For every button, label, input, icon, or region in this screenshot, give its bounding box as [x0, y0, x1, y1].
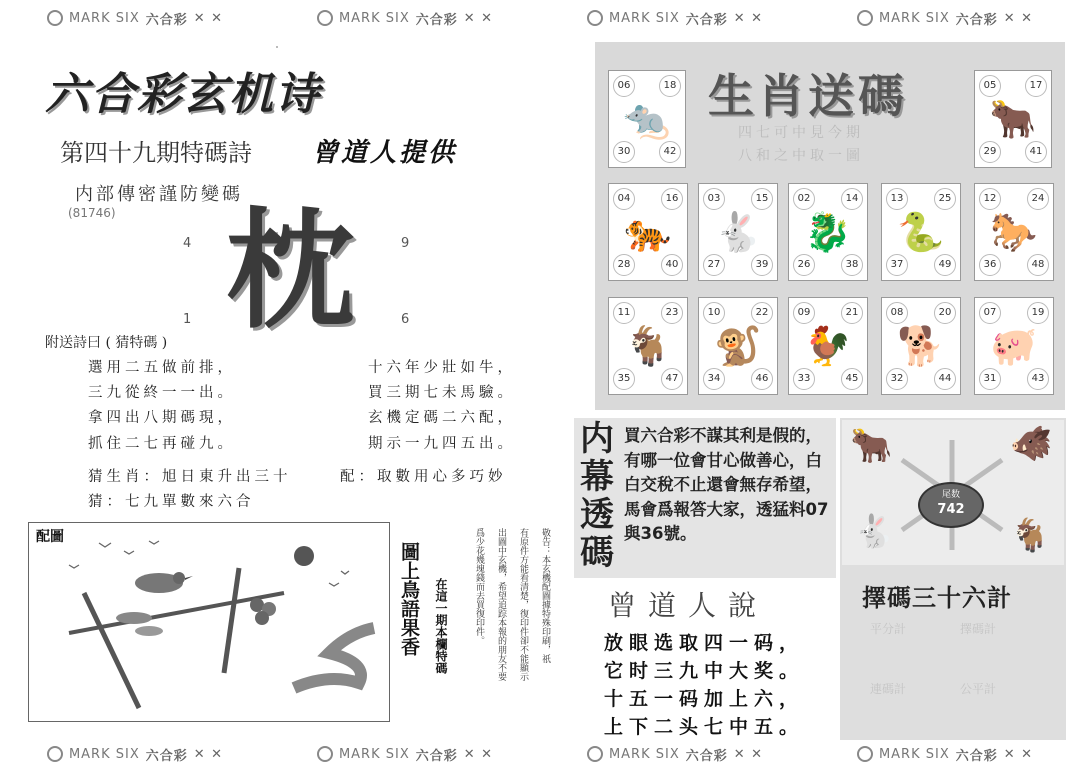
bird-fruit-illustration [29, 523, 389, 721]
zodiac-card [608, 183, 688, 281]
inner-tip-text: 買六合彩不謀其利是假的，有哪一位會甘心做善心，白白交稅不止還會無存希望，馬會爲報答大家，透猛料07與36號。 [624, 426, 829, 544]
zodiac-card [974, 183, 1054, 281]
dragon-icon: 🐉 [804, 210, 852, 254]
mark-six-logo-icon [47, 10, 63, 26]
cross-icon: ✕ ✕ [463, 746, 494, 762]
picture-label: 配圖 [36, 529, 64, 545]
watermark-logo-text: MARK SIX [608, 10, 680, 26]
watermark-logo-text: MARK SIX [338, 10, 410, 26]
notice-line: 有原件方能看清楚，復印件卻不能顯示 [518, 528, 528, 681]
zodiac-number: 23 [661, 302, 683, 324]
zodiac-number: 47 [661, 368, 683, 390]
picture-caption: 圖上鳥語果香 [398, 542, 420, 656]
watermark-cn-text: 六合彩 [955, 748, 998, 764]
watermark-segment [317, 745, 493, 764]
zodiac-card [788, 297, 868, 395]
cross-icon: ✕ ✕ [193, 10, 224, 26]
cross-icon: ✕ ✕ [193, 746, 224, 762]
snake-icon: 🐍 [897, 210, 945, 254]
pick-title: 擇碼三十六計 [862, 584, 1012, 612]
mark-six-logo-icon [587, 10, 603, 26]
mark-six-logo-icon [317, 746, 333, 762]
top-watermark-band [0, 5, 1080, 31]
watermark-segment [47, 9, 223, 28]
notice-line: 敬告：本玄機配圖據特殊印刷，祇 [540, 528, 550, 663]
issue-title: 第四十九期特碼詩 [60, 139, 252, 167]
zodiac-number: 45 [841, 368, 863, 390]
watermark-logo-text: MARK SIX [68, 10, 140, 26]
watermark-logo-text: MARK SIX [878, 746, 950, 762]
zodiac-number: 07 [979, 302, 1001, 324]
zodiac-number: 12 [979, 188, 1001, 210]
zodiac-number: 39 [751, 254, 773, 276]
zodiac-number: 08 [886, 302, 908, 324]
ghost-text: 平分計 [870, 622, 907, 636]
zodiac-number: 02 [793, 188, 815, 210]
ghost-text: 連碼計 [870, 682, 907, 696]
watermark-cn-text: 六合彩 [145, 748, 188, 764]
zodiac-number: 42 [659, 141, 681, 163]
watermark-cn-text: 六合彩 [955, 12, 998, 28]
rooster-icon: 🐓 [804, 324, 852, 368]
zengdao-line: 放眼选取四一码， [604, 632, 805, 654]
zodiac-number: 14 [841, 188, 863, 210]
zodiac-number: 25 [934, 188, 956, 210]
zodiac-number: 35 [613, 368, 635, 390]
zodiac-number: 46 [751, 368, 773, 390]
bottom-watermark-band [0, 741, 1080, 767]
zodiac-number: 10 [703, 302, 725, 324]
ghost-text: 八和之中取一圖 [738, 148, 864, 164]
zodiac-number: 48 [1027, 254, 1049, 276]
poem-line: 期示一九四五出。 [368, 436, 516, 452]
zengdao-title: 曾道人說 [608, 589, 769, 622]
ghost-text: 擇碼計 [960, 622, 997, 636]
watermark-cn-text: 六合彩 [685, 748, 728, 764]
zodiac-card [974, 70, 1052, 168]
hint-digit: 1 [183, 312, 192, 327]
zodiac-number: 38 [841, 254, 863, 276]
poem-line: 拿四出八期碼現， [88, 410, 236, 426]
watermark-logo-text: MARK SIX [68, 746, 140, 762]
secret-line: 内部傳密謹防變碼 [75, 184, 243, 205]
hint-digit: 4 [183, 236, 192, 251]
zodiac-number: 15 [751, 188, 773, 210]
zodiac-number: 43 [1027, 368, 1049, 390]
zodiac-number: 06 [613, 75, 635, 97]
provider-label: 曾道人提供 [312, 138, 458, 168]
zodiac-number: 26 [793, 254, 815, 276]
zodiac-number: 17 [1025, 75, 1047, 97]
zengdao-line: 十五一码加上六， [604, 688, 805, 710]
zodiac-number: 11 [613, 302, 635, 324]
cross-icon: ✕ ✕ [733, 10, 764, 26]
rabbit-icon: 🐇 [714, 210, 762, 254]
horse-icon: 🐎 [990, 210, 1038, 254]
zodiac-number: 40 [661, 254, 683, 276]
ghost-text: 四七可中見今期 [738, 125, 864, 141]
watermark-logo-text: MARK SIX [338, 746, 410, 762]
zodiac-card [881, 297, 961, 395]
tail-number: 742 [937, 502, 965, 517]
picture-note: 在這一期本欄特碼 [434, 578, 448, 674]
zodiac-number: 32 [886, 368, 908, 390]
watermark-cn-text: 六合彩 [415, 748, 458, 764]
rabbit-icon: 🐇 [854, 512, 894, 550]
divider-dot [276, 46, 278, 48]
watermark-segment [587, 745, 763, 764]
zodiac-number: 27 [703, 254, 725, 276]
zengdao-line: 它时三九中大奖。 [604, 660, 805, 682]
tail-number-badge [918, 482, 984, 528]
mark-six-logo-icon [587, 746, 603, 762]
rat-icon: 🐀 [623, 97, 671, 141]
zodiac-number: 19 [1027, 302, 1049, 324]
zodiac-number: 37 [886, 254, 908, 276]
zodiac-card [974, 297, 1054, 395]
zodiac-card [698, 183, 778, 281]
hint-digit: 6 [401, 312, 410, 327]
zodiac-number: 24 [1027, 188, 1049, 210]
watermark-cn-text: 六合彩 [145, 12, 188, 28]
zodiac-number: 03 [703, 188, 725, 210]
watermark-segment [857, 745, 1033, 764]
watermark-logo-text: MARK SIX [878, 10, 950, 26]
zodiac-number: 44 [934, 368, 956, 390]
poem-line: 玄機定碼二六配， [368, 410, 516, 426]
tiger-icon: 🐅 [624, 210, 672, 254]
poem-line: 三九從終一一出。 [88, 385, 236, 401]
cross-icon: ✕ ✕ [733, 746, 764, 762]
zodiac-number: 13 [886, 188, 908, 210]
zodiac-number: 04 [613, 188, 635, 210]
page-title: 六合彩玄机诗 [45, 69, 321, 120]
picture-frame [28, 522, 390, 722]
poem-line: 選用二五做前排， [88, 360, 236, 376]
zodiac-number: 30 [613, 141, 635, 163]
monkey-icon: 🐒 [714, 324, 762, 368]
watermark-segment [587, 9, 763, 28]
watermark-segment [47, 745, 223, 764]
zodiac-number: 36 [979, 254, 1001, 276]
mark-six-logo-icon [317, 10, 333, 26]
inner-tip-title: 内幕透碼 [580, 419, 614, 573]
zodiac-number: 34 [703, 368, 725, 390]
zodiac-number: 09 [793, 302, 815, 324]
zodiac-card [698, 297, 778, 395]
zodiac-number: 31 [979, 368, 1001, 390]
zodiac-card [608, 70, 686, 168]
hint-digit: 9 [401, 236, 410, 251]
cross-icon: ✕ ✕ [1003, 746, 1034, 762]
tail-label: 尾数 [941, 490, 960, 500]
ghost-text: 公平計 [960, 682, 997, 696]
zengdao-line: 上下二头七中五。 [604, 716, 805, 738]
ox-icon: 🐂 [989, 97, 1037, 141]
notice-line: 出圖中玄機，希望追踪本報的朋友不要 [496, 528, 506, 681]
watermark-cn-text: 六合彩 [685, 12, 728, 28]
notice-line: 爲少花幾塊錢而去買復印件。 [474, 528, 484, 645]
poem-line: 抓住二七再碰九。 [88, 436, 236, 452]
goat-icon: 🐐 [1010, 516, 1050, 554]
ox-icon: 🐂 [850, 426, 893, 466]
guess-code: 猜：七九單數來六合 [88, 494, 255, 510]
zodiac-number: 28 [613, 254, 635, 276]
guess-zodiac: 猜生肖：旭日東升出三十 [88, 469, 292, 485]
zodiac-card [788, 183, 868, 281]
poem-line: 十六年少壯如牛， [368, 360, 516, 376]
cross-icon: ✕ ✕ [1003, 10, 1034, 26]
watermark-segment [317, 9, 493, 28]
poem-line: 買三期七未馬驗。 [368, 385, 516, 401]
zodiac-title: 生肖送碼 [708, 69, 908, 123]
boar-icon: 🐗 [1010, 424, 1053, 464]
mark-six-logo-icon [857, 746, 873, 762]
zodiac-number: 18 [659, 75, 681, 97]
mark-six-logo-icon [857, 10, 873, 26]
zodiac-number: 41 [1025, 141, 1047, 163]
pig-icon: 🐖 [990, 324, 1038, 368]
goat-icon: 🐐 [624, 324, 672, 368]
poem-heading: 附送詩曰 ( 猜特碼 ) [45, 335, 168, 351]
zodiac-number: 29 [979, 141, 1001, 163]
zodiac-number: 33 [793, 368, 815, 390]
zodiac-number: 21 [841, 302, 863, 324]
zodiac-number: 05 [979, 75, 1001, 97]
hint-character: 枕 [226, 197, 355, 346]
watermark-logo-text: MARK SIX [608, 746, 680, 762]
issue-code: (81746) [68, 206, 116, 220]
watermark-cn-text: 六合彩 [415, 12, 458, 28]
zodiac-number: 20 [934, 302, 956, 324]
zodiac-number: 16 [661, 188, 683, 210]
watermark-segment [857, 9, 1033, 28]
zodiac-number: 22 [751, 302, 773, 324]
zodiac-card [881, 183, 961, 281]
zodiac-number: 49 [934, 254, 956, 276]
dog-icon: 🐕 [897, 324, 945, 368]
zodiac-card [608, 297, 688, 395]
guess-pair: 配：取數用心多巧妙 [340, 469, 507, 485]
cross-icon: ✕ ✕ [463, 10, 494, 26]
mark-six-logo-icon [47, 746, 63, 762]
